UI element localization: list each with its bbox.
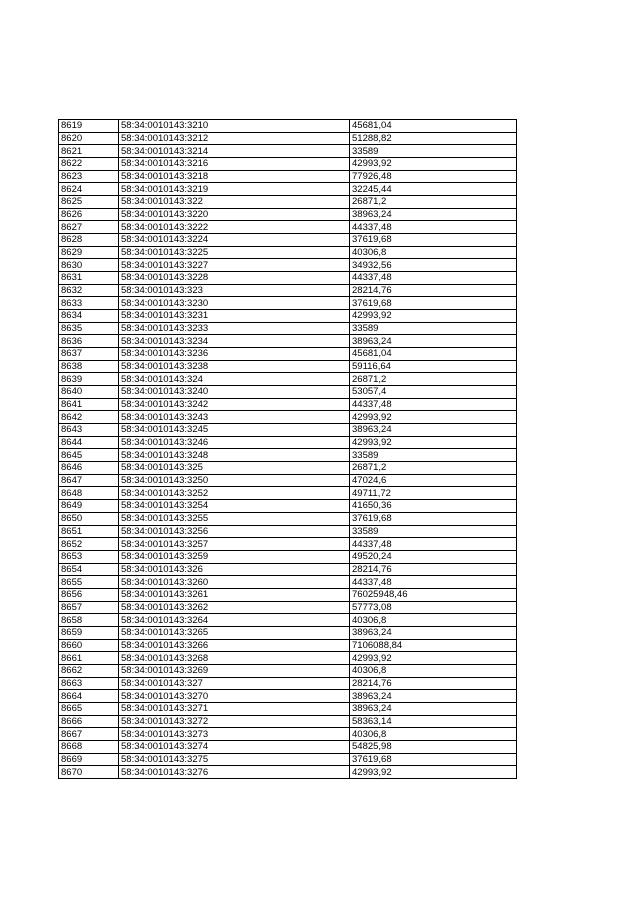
- table-row: [59, 740, 517, 753]
- cadastral-value-cell: 42993,92: [350, 158, 517, 171]
- cadastral-number-cell: 58:34:0010143:324: [119, 373, 350, 386]
- cadastral-value-cell: 45681,04: [350, 120, 517, 133]
- cadastral-number-cell: 58:34:0010143:3252: [119, 487, 350, 500]
- table-row: [59, 563, 517, 576]
- cadastral-value-cell: 77926,48: [350, 170, 517, 183]
- row-number-cell: 8656: [59, 588, 119, 601]
- cadastral-value-cell: 49520,24: [350, 550, 517, 563]
- row-number-cell: 8667: [59, 728, 119, 741]
- cadastral-number-cell: 58:34:0010143:3246: [119, 436, 350, 449]
- cadastral-number-cell: 58:34:0010143:3233: [119, 322, 350, 335]
- cadastral-number-cell: 58:34:0010143:3254: [119, 500, 350, 513]
- cadastral-value-cell: 38963,24: [350, 626, 517, 639]
- cadastral-value-cell: 37619,68: [350, 512, 517, 525]
- row-number-cell: 8668: [59, 740, 119, 753]
- cadastral-number-cell: 58:34:0010143:3261: [119, 588, 350, 601]
- cadastral-value-cell: 37619,68: [350, 297, 517, 310]
- cadastral-value-cell: 37619,68: [350, 234, 517, 247]
- row-number-cell: 8650: [59, 512, 119, 525]
- row-number-cell: 8659: [59, 626, 119, 639]
- cadastral-value-cell: 76025948,46: [350, 588, 517, 601]
- table-row: [59, 208, 517, 221]
- row-number-cell: 8662: [59, 664, 119, 677]
- row-number-cell: 8660: [59, 639, 119, 652]
- row-number-cell: 8657: [59, 601, 119, 614]
- row-number-cell: 8645: [59, 449, 119, 462]
- cadastral-number-cell: 58:34:0010143:3222: [119, 221, 350, 234]
- cadastral-number-cell: 58:34:0010143:3220: [119, 208, 350, 221]
- table-row: [59, 120, 517, 133]
- row-number-cell: 8664: [59, 690, 119, 703]
- cadastral-value-cell: 28214,76: [350, 563, 517, 576]
- row-number-cell: 8620: [59, 132, 119, 145]
- table-row: [59, 753, 517, 766]
- table-row: [59, 766, 517, 779]
- cadastral-value-cell: 26871,2: [350, 373, 517, 386]
- cadastral-number-cell: 58:34:0010143:3250: [119, 474, 350, 487]
- cadastral-value-cell: 32245,44: [350, 183, 517, 196]
- row-number-cell: 8666: [59, 715, 119, 728]
- cadastral-number-cell: 58:34:0010143:3273: [119, 728, 350, 741]
- cadastral-number-cell: 58:34:0010143:3236: [119, 348, 350, 361]
- cadastral-value-cell: 34932,56: [350, 259, 517, 272]
- row-number-cell: 8644: [59, 436, 119, 449]
- table-row: [59, 386, 517, 399]
- cadastral-number-cell: 58:34:0010143:325: [119, 462, 350, 475]
- cadastral-number-cell: 58:34:0010143:3231: [119, 310, 350, 323]
- table-row: [59, 474, 517, 487]
- table-row: [59, 246, 517, 259]
- table-row: [59, 322, 517, 335]
- cadastral-number-cell: 58:34:0010143:3266: [119, 639, 350, 652]
- row-number-cell: 8624: [59, 183, 119, 196]
- cadastral-value-cell: 44337,48: [350, 272, 517, 285]
- cadastral-value-table: [58, 119, 517, 779]
- table-row: [59, 221, 517, 234]
- cadastral-number-cell: 58:34:0010143:326: [119, 563, 350, 576]
- table-row: [59, 500, 517, 513]
- cadastral-number-cell: 58:34:0010143:3260: [119, 576, 350, 589]
- table-row: [59, 601, 517, 614]
- table-row: [59, 272, 517, 285]
- table-row: [59, 373, 517, 386]
- row-number-cell: 8648: [59, 487, 119, 500]
- table-row: [59, 576, 517, 589]
- cadastral-value-cell: 33589: [350, 525, 517, 538]
- table-row: [59, 690, 517, 703]
- cadastral-value-cell: 42993,92: [350, 652, 517, 665]
- cadastral-value-cell: 28214,76: [350, 284, 517, 297]
- row-number-cell: 8630: [59, 259, 119, 272]
- table-row: [59, 702, 517, 715]
- cadastral-number-cell: 58:34:0010143:3234: [119, 335, 350, 348]
- row-number-cell: 8623: [59, 170, 119, 183]
- table-row: [59, 462, 517, 475]
- table-row: [59, 715, 517, 728]
- row-number-cell: 8621: [59, 145, 119, 158]
- row-number-cell: 8639: [59, 373, 119, 386]
- cadastral-number-cell: 58:34:0010143:3269: [119, 664, 350, 677]
- cadastral-number-cell: 58:34:0010143:3243: [119, 411, 350, 424]
- row-number-cell: 8640: [59, 386, 119, 399]
- row-number-cell: 8626: [59, 208, 119, 221]
- table-row: [59, 436, 517, 449]
- row-number-cell: 8653: [59, 550, 119, 563]
- cadastral-number-cell: 58:34:0010143:3255: [119, 512, 350, 525]
- row-number-cell: 8642: [59, 411, 119, 424]
- cadastral-value-cell: 38963,24: [350, 208, 517, 221]
- row-number-cell: 8622: [59, 158, 119, 171]
- row-number-cell: 8658: [59, 614, 119, 627]
- cadastral-value-cell: 40306,8: [350, 664, 517, 677]
- cadastral-value-cell: 40306,8: [350, 246, 517, 259]
- table-row: [59, 158, 517, 171]
- cadastral-value-cell: 54825,98: [350, 740, 517, 753]
- row-number-cell: 8638: [59, 360, 119, 373]
- row-number-cell: 8654: [59, 563, 119, 576]
- cadastral-value-cell: 42993,92: [350, 411, 517, 424]
- cadastral-number-cell: 58:34:0010143:3225: [119, 246, 350, 259]
- cadastral-value-cell: 33589: [350, 322, 517, 335]
- table-row: [59, 550, 517, 563]
- row-number-cell: 8655: [59, 576, 119, 589]
- table-row: [59, 525, 517, 538]
- cadastral-number-cell: 58:34:0010143:3216: [119, 158, 350, 171]
- table-row: [59, 728, 517, 741]
- cadastral-value-cell: 45681,04: [350, 348, 517, 361]
- cadastral-number-cell: 58:34:0010143:3248: [119, 449, 350, 462]
- row-number-cell: 8651: [59, 525, 119, 538]
- table-row: [59, 614, 517, 627]
- table-body: [59, 120, 517, 779]
- cadastral-number-cell: 58:34:0010143:3274: [119, 740, 350, 753]
- cadastral-value-cell: 38963,24: [350, 690, 517, 703]
- row-number-cell: 8629: [59, 246, 119, 259]
- row-number-cell: 8652: [59, 538, 119, 551]
- table-row: [59, 145, 517, 158]
- table-row: [59, 348, 517, 361]
- cadastral-number-cell: 58:34:0010143:3228: [119, 272, 350, 285]
- cadastral-value-cell: 38963,24: [350, 702, 517, 715]
- cadastral-value-cell: 42993,92: [350, 436, 517, 449]
- cadastral-value-cell: 42993,92: [350, 310, 517, 323]
- table-row: [59, 424, 517, 437]
- cadastral-number-cell: 58:34:0010143:3256: [119, 525, 350, 538]
- cadastral-value-cell: 58363,14: [350, 715, 517, 728]
- cadastral-number-cell: 58:34:0010143:3227: [119, 259, 350, 272]
- row-number-cell: 8637: [59, 348, 119, 361]
- cadastral-number-cell: 58:34:0010143:3219: [119, 183, 350, 196]
- row-number-cell: 8635: [59, 322, 119, 335]
- table-row: [59, 588, 517, 601]
- cadastral-value-cell: 33589: [350, 145, 517, 158]
- table-row: [59, 360, 517, 373]
- cadastral-value-cell: 51288,82: [350, 132, 517, 145]
- cadastral-number-cell: 58:34:0010143:3242: [119, 398, 350, 411]
- cadastral-number-cell: 58:34:0010143:3210: [119, 120, 350, 133]
- cadastral-number-cell: 58:34:0010143:3275: [119, 753, 350, 766]
- table-row: [59, 132, 517, 145]
- cadastral-value-cell: 41650,36: [350, 500, 517, 513]
- table-row: [59, 284, 517, 297]
- row-number-cell: 8632: [59, 284, 119, 297]
- cadastral-number-cell: 58:34:0010143:3218: [119, 170, 350, 183]
- cadastral-value-cell: 59116,64: [350, 360, 517, 373]
- cadastral-value-cell: 33589: [350, 449, 517, 462]
- cadastral-number-cell: 58:34:0010143:3262: [119, 601, 350, 614]
- table-row: [59, 310, 517, 323]
- cadastral-number-cell: 58:34:0010143:322: [119, 196, 350, 209]
- row-number-cell: 8633: [59, 297, 119, 310]
- cadastral-value-cell: 37619,68: [350, 753, 517, 766]
- cadastral-value-cell: 38963,24: [350, 424, 517, 437]
- cadastral-value-cell: 40306,8: [350, 728, 517, 741]
- cadastral-value-cell: 47024,6: [350, 474, 517, 487]
- cadastral-value-cell: 44337,48: [350, 221, 517, 234]
- cadastral-value-cell: 28214,76: [350, 677, 517, 690]
- table-row: [59, 652, 517, 665]
- table-row: [59, 259, 517, 272]
- cadastral-number-cell: 58:34:0010143:3214: [119, 145, 350, 158]
- table-row: [59, 183, 517, 196]
- row-number-cell: 8627: [59, 221, 119, 234]
- cadastral-value-cell: 44337,48: [350, 576, 517, 589]
- row-number-cell: 8628: [59, 234, 119, 247]
- cadastral-number-cell: 58:34:0010143:3240: [119, 386, 350, 399]
- table-row: [59, 639, 517, 652]
- table-row: [59, 170, 517, 183]
- table-row: [59, 398, 517, 411]
- cadastral-value-cell: 49711,72: [350, 487, 517, 500]
- row-number-cell: 8625: [59, 196, 119, 209]
- cadastral-value-cell: 7106088,84: [350, 639, 517, 652]
- cadastral-number-cell: 58:34:0010143:3272: [119, 715, 350, 728]
- cadastral-number-cell: 58:34:0010143:3224: [119, 234, 350, 247]
- cadastral-value-cell: 44337,48: [350, 538, 517, 551]
- table-row: [59, 664, 517, 677]
- row-number-cell: 8641: [59, 398, 119, 411]
- row-number-cell: 8643: [59, 424, 119, 437]
- table-row: [59, 335, 517, 348]
- cadastral-number-cell: 58:34:0010143:3257: [119, 538, 350, 551]
- cadastral-number-cell: 58:34:0010143:327: [119, 677, 350, 690]
- cadastral-value-cell: 26871,2: [350, 462, 517, 475]
- cadastral-value-cell: 38963,24: [350, 335, 517, 348]
- cadastral-number-cell: 58:34:0010143:3245: [119, 424, 350, 437]
- row-number-cell: 8619: [59, 120, 119, 133]
- cadastral-number-cell: 58:34:0010143:3268: [119, 652, 350, 665]
- table-row: [59, 196, 517, 209]
- cadastral-number-cell: 58:34:0010143:3259: [119, 550, 350, 563]
- cadastral-number-cell: 58:34:0010143:3230: [119, 297, 350, 310]
- table-row: [59, 487, 517, 500]
- cadastral-number-cell: 58:34:0010143:3264: [119, 614, 350, 627]
- row-number-cell: 8663: [59, 677, 119, 690]
- row-number-cell: 8631: [59, 272, 119, 285]
- cadastral-number-cell: 58:34:0010143:3276: [119, 766, 350, 779]
- cadastral-value-cell: 40306,8: [350, 614, 517, 627]
- table-row: [59, 297, 517, 310]
- table-row: [59, 677, 517, 690]
- table-row: [59, 411, 517, 424]
- cadastral-number-cell: 58:34:0010143:3238: [119, 360, 350, 373]
- cadastral-number-cell: 58:34:0010143:323: [119, 284, 350, 297]
- table-row: [59, 626, 517, 639]
- table-row: [59, 512, 517, 525]
- row-number-cell: 8670: [59, 766, 119, 779]
- cadastral-value-cell: 53057,4: [350, 386, 517, 399]
- row-number-cell: 8634: [59, 310, 119, 323]
- row-number-cell: 8669: [59, 753, 119, 766]
- cadastral-number-cell: 58:34:0010143:3271: [119, 702, 350, 715]
- table-row: [59, 234, 517, 247]
- cadastral-number-cell: 58:34:0010143:3212: [119, 132, 350, 145]
- cadastral-number-cell: 58:34:0010143:3270: [119, 690, 350, 703]
- row-number-cell: 8649: [59, 500, 119, 513]
- table-row: [59, 449, 517, 462]
- cadastral-value-cell: 57773,08: [350, 601, 517, 614]
- row-number-cell: 8661: [59, 652, 119, 665]
- row-number-cell: 8647: [59, 474, 119, 487]
- table-row: [59, 538, 517, 551]
- row-number-cell: 8636: [59, 335, 119, 348]
- cadastral-number-cell: 58:34:0010143:3265: [119, 626, 350, 639]
- cadastral-value-cell: 44337,48: [350, 398, 517, 411]
- row-number-cell: 8665: [59, 702, 119, 715]
- cadastral-value-cell: 42993,92: [350, 766, 517, 779]
- cadastral-value-cell: 26871,2: [350, 196, 517, 209]
- row-number-cell: 8646: [59, 462, 119, 475]
